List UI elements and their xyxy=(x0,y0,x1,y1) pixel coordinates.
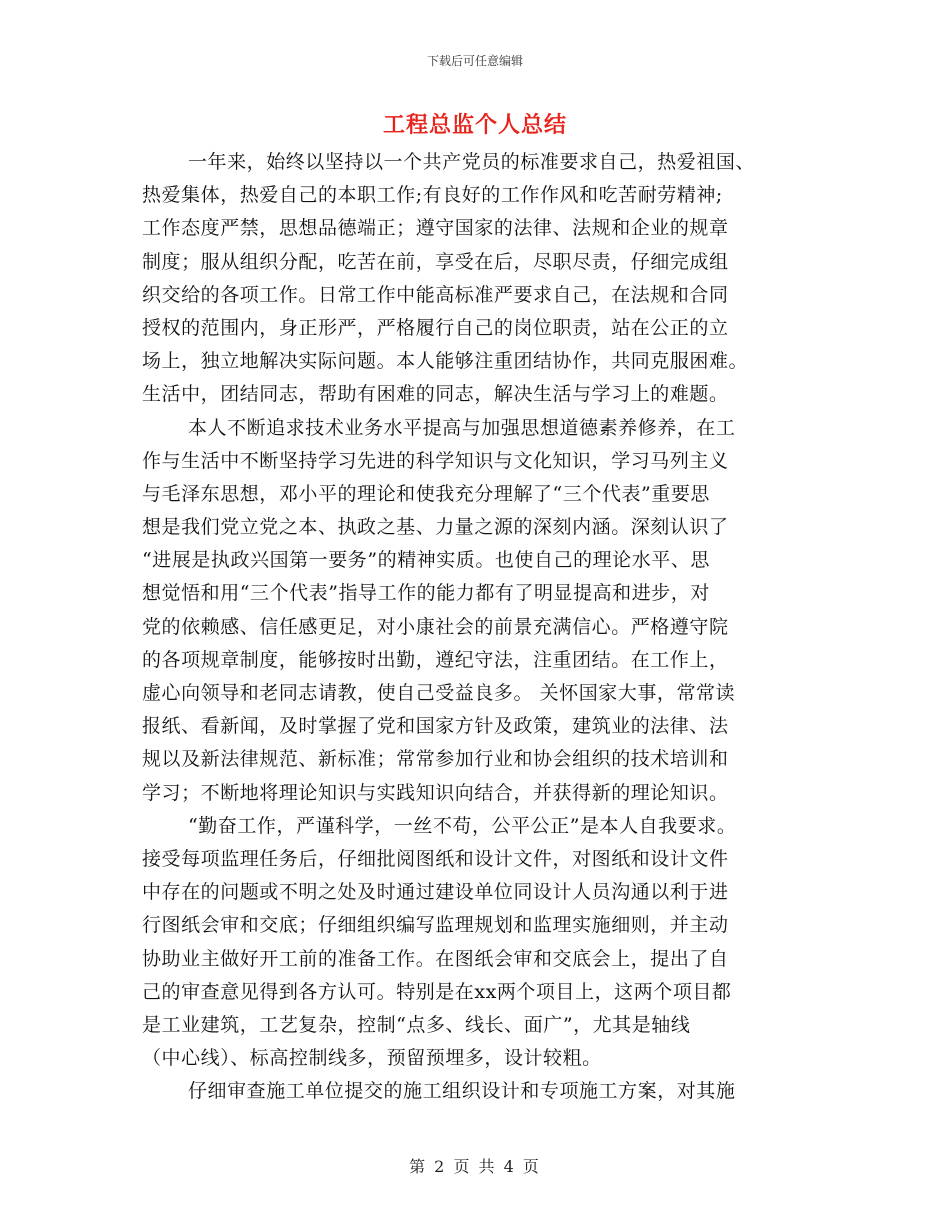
text-line: 热爱集体，热爱自己的本职工作;有良好的工作作风和吃苦耐劳精神; xyxy=(142,184,723,207)
text-line: 仔细审查施工单位提交的施工组织设计和专项施工方案，对其施 xyxy=(188,1080,736,1103)
text-line: 规以及新法律规范、新标准；常常参加行业和协会组织的技术培训和 xyxy=(142,748,729,771)
text-line: 本人不断追求技术业务水平提高与加强思想道德素养修养，在工 xyxy=(188,416,736,439)
text-line: 生活中，团结同志，帮助有困难的同志，解决生活与学习上的难题。 xyxy=(142,383,729,406)
text-line: “勤奋工作，严谨科学，一丝不苟，公平公正”是本人自我要求。 xyxy=(188,814,737,837)
paragraph-1 xyxy=(142,146,812,412)
paragraph-3 xyxy=(142,810,812,1076)
text-line: “进展是执政兴国第一要务”的精神实质。也使自己的理论水平、思 xyxy=(142,549,710,572)
page-indicator: 第 2 页 共 4 页 xyxy=(409,1157,541,1176)
text-line: 报纸、看新闻，及时掌握了党和国家方针及政策，建筑业的法律、法 xyxy=(142,715,729,738)
text-line: 授权的范围内，身正形严，严格履行自己的岗位职责，站在公正的立 xyxy=(142,316,729,339)
paragraph-2 xyxy=(142,412,812,810)
text-line: 学习；不断地将理论知识与实践知识向结合，并获得新的理论知识。 xyxy=(142,781,729,804)
text-line: 中存在的问题或不明之处及时通过建设单位同设计人员沟通以利于进 xyxy=(142,881,729,904)
text-line: 协助业主做好开工前的准备工作。在图纸会审和交底会上，提出了自 xyxy=(142,947,729,970)
text-line: 工作态度严禁，思想品德端正；遵守国家的法律、法规和企业的规章 xyxy=(142,217,729,240)
text-line: 想觉悟和用“三个代表”指导工作的能力都有了明显提高和进步，对 xyxy=(142,582,710,605)
text-line: 接受每项监理任务后，仔细批阅图纸和设计文件，对图纸和设计文件 xyxy=(142,847,729,870)
text-line: 虚心向领导和老同志请教，使自己受益良多。 关怀国家大事，常常读 xyxy=(142,682,736,704)
text-line: 己的审查意见得到各方认可。特别是在xx两个项目上，这两个项目都 xyxy=(142,980,732,1003)
document-body xyxy=(142,146,812,1108)
text-line: 想是我们党立党之本、执政之基、力量之源的深刻内涵。深刻认识了 xyxy=(142,516,729,539)
header-note: 下载后可任意编辑 xyxy=(426,54,523,68)
text-line: （中心线）、标高控制线多，预留预埋多，设计较粗。 xyxy=(142,1047,602,1070)
text-line: 行图纸会审和交底；仔细组织编写监理规划和监理实施细则，并主动 xyxy=(142,914,729,937)
text-line: 与毛泽东思想，邓小平的理论和使我充分理解了“三个代表”重要思 xyxy=(142,482,710,505)
text-line: 的各项规章制度，能够按时出勤，遵纪守法，注重团结。在工作上， xyxy=(142,648,729,671)
text-line: 制度；服从组织分配，吃苦在前，享受在后，尽职尽责，仔细完成组 xyxy=(142,250,729,273)
text-line: 场上，独立地解决实际问题。本人能够注重团结协作，共同克服困难。 xyxy=(142,350,749,373)
document-title: 工程总监个人总结 xyxy=(382,113,567,138)
text-line: 党的依赖感、信任感更足，对小康社会的前景充满信心。严格遵守院 xyxy=(142,615,729,638)
text-line: 织交给的各项工作。日常工作中能高标准严要求自己，在法规和合同 xyxy=(142,283,729,306)
text-line: 作与生活中不断坚持学习先进的科学知识与文化知识，学习马列主义 xyxy=(142,449,729,472)
paragraph-4 xyxy=(142,1075,812,1108)
text-line: 一年来，始终以坚持以一个共产党员的标准要求自己，热爱祖国、 xyxy=(188,151,755,173)
text-line: 是工业建筑，工艺复杂，控制“点多、线长、面广”，尤其是轴线 xyxy=(142,1013,691,1036)
